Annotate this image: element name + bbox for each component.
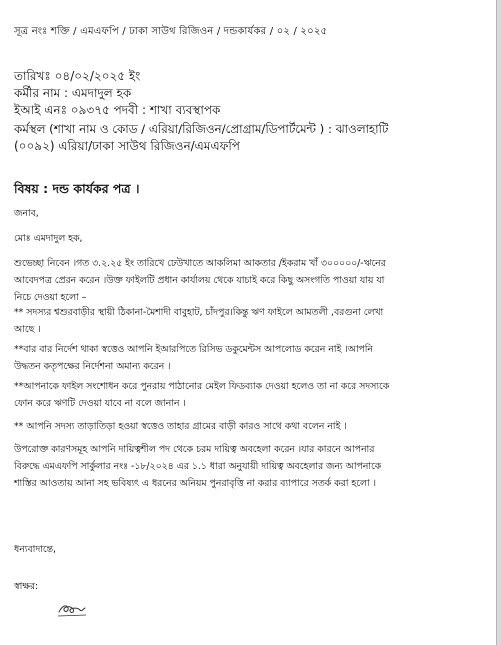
intro-line-2: আবেদপত্র প্রেরন করেন ।উক্ত ফাইলটি প্রধান কার্যালয় থেকে যাচাই করে কিছু অসংগতি পাওয়া যায় যা [14,275,385,286]
point-1 [14,304,472,338]
employee-name: কর্মীর নাম : এমদাদুল হক [14,86,132,100]
addressee: মোঃ এমদাদুল হক, [14,233,83,244]
subject-line: বিষয় : দন্ড কার্যকর পত্র । [14,181,140,196]
conclusion-paragraph [14,441,472,492]
page-edge-scrollbar [496,0,501,645]
conclusion-line-2: বিরুদ্ধে এমএফপি সার্কুলার নংঃ -১৮/২০২৪ এর ১.১ ধারা অনুযায়ী দায়িত্ব অবহেলার জন্য আপনাকে [14,461,382,472]
intro-line-1: শুভেচ্ছা নিবেন ।গত ৩.২.২৫ ইং তারিখে ঢেউখাতে আকলিমা আকতার /ইকরাম খাঁ ৩০০০০০/-ঋনের [14,258,386,269]
signature-label: স্বাক্ষর: [14,581,39,592]
signature-icon [56,598,88,620]
workplace-line-1: কর্মস্থল (শাখা নাম ও কোড / এরিয়া/রিজিওন/প্রোগ্রাম/ডিপার্টমেন্ট ) : ঝাওলাহাটি [14,122,389,136]
closing: ধন্যবাদান্তে, [14,544,57,555]
point-1-line-2: আছে । [14,324,41,335]
point-2-line-1: **বার বার নির্দেশ থাকা স্বত্তেও আপনি ইআরপিতে রিসিভ ডকুমেন্টস আপলোড করেন নাই ।আপনি [14,344,373,355]
workplace-line-2: (০০৯২) এরিয়া/ঢাকা সাউথ রিজিওন/এমএফপি [14,139,240,153]
point-3-line-2: ফোন করে ঋণটি দেওয়া যাবে না বলে জানান । [14,398,186,409]
point-2-line-2: উদ্ধতন কতৃপক্ষের নির্দেশনা অমান্য করেন । [14,361,171,372]
employee-id-designation: ইআই এনঃ ০৯৩৭৫ পদবী : শাখা ব্যবস্থাপক [14,103,221,117]
date-line: তারিখঃ ০৪/০২/২০২৫ ইং [14,69,141,83]
point-4 [14,418,472,435]
conclusion-line-1: উপরোক্ত কারণসমূহ আপনি দায়িত্বশীল পদ থেকে চরম দায়িত্ব অবহেলা করেন ।যার কারনে আপনার [14,444,375,455]
point-3-line-1: **আপনাকে ফাইল সংশোধন করে পুনরায় পাঠানোর মেইল ফিডব্যাক দেওয়া হলেও তা না করে সদস্যকে [14,381,390,392]
point-1-line-1: ** সদস্যর শ্বশুরবাড়ীর স্থায়ী ঠিকানা-মৈশাদী বাবুহাট, চাঁদপুর।কিন্তু ঋণ ফাইলে আমতলী ,বরগুনা লেখা [14,307,384,318]
intro-paragraph [14,255,472,306]
conclusion-line-3: শাস্তির আওতায় আনা সহ ভবিষ্যৎ এ ধরনের অনিয়ম পুনরাবৃত্তি না করার ব্যাপারে সতর্ক করা হলো । [14,478,376,489]
salutation: জনাব, [14,208,39,219]
point-4-line-1: ** আপনি সদস্য তাড়াতিড়া হওয়া স্বত্তেও তাহার গ্রামের বাড়ী কারও সাথে কথা বলেন নাই । [14,421,347,432]
intro-line-3: নিচে দেওয়া হলো – [14,292,87,303]
reference-number: সূত্র নংঃ শক্তি / এমএফপি / ঢাকা সাউথ রিজিওন / দন্ডকার্যকর / ০২ / ২০২৫ [14,26,328,37]
point-2 [14,341,472,375]
point-3 [14,378,472,412]
